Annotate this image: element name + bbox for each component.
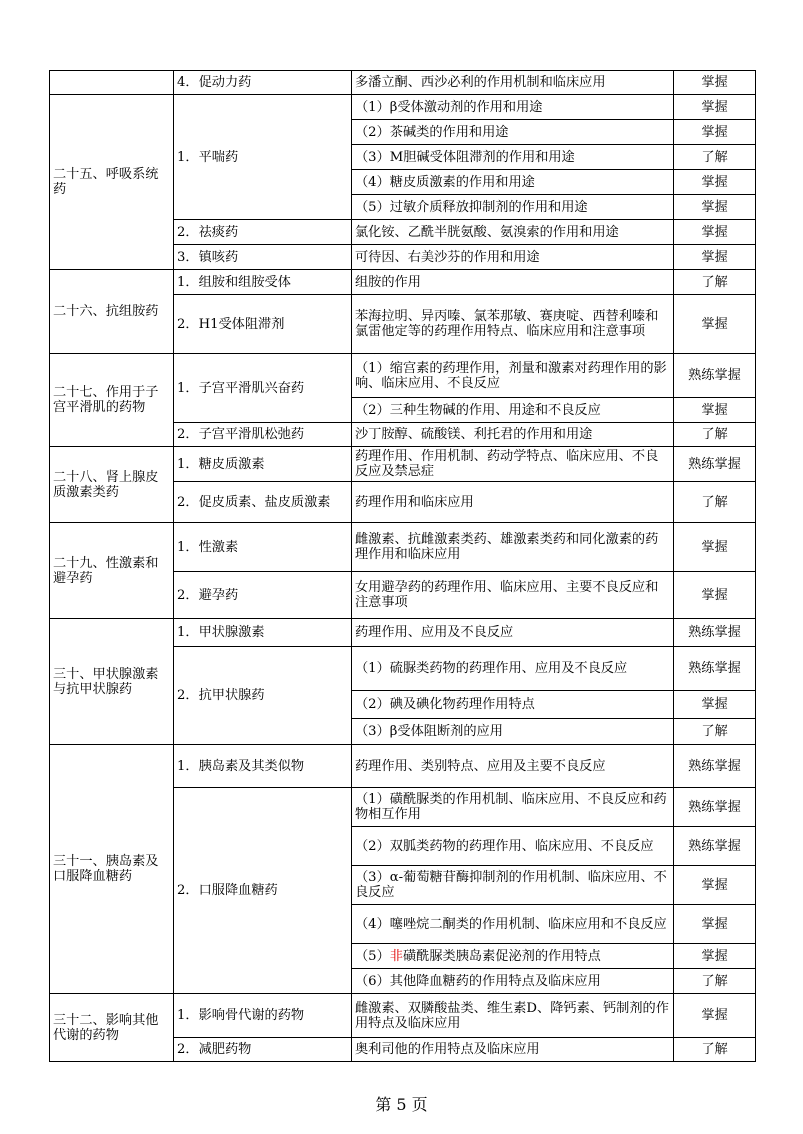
content-cell: 可待因、右美沙芬的作用和用途: [352, 245, 674, 270]
content-cell: （2）三种生物碱的作用、用途和不良反应: [352, 398, 674, 423]
level-cell: 掌握: [674, 195, 756, 220]
topic-cell: 2．H1受体阻滞剂: [174, 295, 352, 354]
content-cell: （2）茶碱类的作用和用途: [352, 120, 674, 145]
level-cell: 掌握: [674, 120, 756, 145]
topic-cell: 2．减肥药物: [174, 1038, 352, 1062]
topic-cell: 1．影响骨代谢的药物: [174, 994, 352, 1038]
unit-cell: 三十、甲状腺激素与抗甲状腺药: [50, 619, 174, 745]
level-cell: 了解: [674, 482, 756, 523]
table-row: [50, 619, 756, 647]
level-cell: 熟练掌握: [674, 788, 756, 827]
topic-cell: 1．组胺和组胺受体: [174, 270, 352, 295]
topic-cell: 3．镇咳药: [174, 245, 352, 270]
level-cell: 掌握: [674, 905, 756, 944]
unit-cell: 二十五、呼吸系统药: [50, 95, 174, 270]
level-cell: 了解: [674, 1038, 756, 1062]
topic-cell: 2．促皮质素、盐皮质激素: [174, 482, 352, 523]
page-number: 第 5 页: [375, 1095, 428, 1114]
content-cell: （2）碘及碘化物药理作用特点: [352, 691, 674, 719]
content-cell: 雌激素、抗雌激素类药、雄激素类药和同化激素的药理作用和临床应用: [352, 523, 674, 572]
content-cell: 药理作用、作用机制、药动学特点、临床应用、不良反应及禁忌症: [352, 447, 674, 482]
level-cell: 掌握: [674, 866, 756, 905]
level-cell: 了解: [674, 969, 756, 994]
table-row: [50, 523, 756, 572]
topic-cell: 2．子宫平滑肌松弛药: [174, 423, 352, 447]
level-cell: 掌握: [674, 245, 756, 270]
topic-cell: 1．子宫平滑肌兴奋药: [174, 354, 352, 423]
level-cell: 掌握: [674, 95, 756, 120]
level-cell: 掌握: [674, 220, 756, 245]
content-cell: 药理作用、应用及不良反应: [352, 619, 674, 647]
level-cell: 了解: [674, 270, 756, 295]
level-cell: 掌握: [674, 295, 756, 354]
content-cell: （3）β受体阻断剂的应用: [352, 719, 674, 745]
level-cell: 掌握: [674, 994, 756, 1038]
level-cell: 掌握: [674, 523, 756, 572]
level-cell: 掌握: [674, 944, 756, 969]
table-row: [50, 354, 756, 398]
content-cell: （4）噻唑烷二酮类的作用机制、临床应用和不良反应: [352, 905, 674, 944]
content-cell: （3）M胆碱受体阻滞剂的作用和用途: [352, 145, 674, 170]
topic-cell: 1．糖皮质激素: [174, 447, 352, 482]
level-cell: 掌握: [674, 572, 756, 619]
unit-cell: 三十一、胰岛素及口服降血糖药: [50, 745, 174, 994]
topic-cell: 1．性激素: [174, 523, 352, 572]
syllabus-table: [49, 70, 756, 1062]
level-cell: 掌握: [674, 71, 756, 95]
level-cell: 熟练掌握: [674, 647, 756, 691]
content-cell: 苯海拉明、异丙嗪、氯苯那敏、赛庚啶、西替利嗪和氯雷他定等的药理作用特点、临床应用和注意事项: [352, 295, 674, 354]
level-cell: 熟练掌握: [674, 827, 756, 866]
level-cell: 了解: [674, 145, 756, 170]
level-cell: 了解: [674, 423, 756, 447]
topic-cell: 1．胰岛素及其类似物: [174, 745, 352, 788]
unit-cell: 二十八、肾上腺皮质激素类药: [50, 447, 174, 523]
content-cell: 组胺的作用: [352, 270, 674, 295]
content-cell: 沙丁胺醇、硫酸镁、利托君的作用和用途: [352, 423, 674, 447]
table-row: [50, 447, 756, 482]
content-cell: 药理作用、类别特点、应用及主要不良反应: [352, 745, 674, 788]
content-cell: 女用避孕药的药理作用、临床应用、主要不良反应和注意事项: [352, 572, 674, 619]
level-cell: 掌握: [674, 691, 756, 719]
content-cell: 氯化铵、乙酰半胱氨酸、氨溴索的作用和用途: [352, 220, 674, 245]
content-cell: （3）α-葡萄糖苷酶抑制剂的作用机制、临床应用、不良反应: [352, 866, 674, 905]
table-row: [50, 994, 756, 1038]
content-cell: （1）β受体激动剂的作用和用途: [352, 95, 674, 120]
level-cell: 熟练掌握: [674, 619, 756, 647]
table-row: [50, 95, 756, 120]
topic-cell: 4．促动力药: [174, 71, 352, 95]
content-cell: （5）非磺酰脲类胰岛素促泌剂的作用特点: [352, 944, 674, 969]
unit-cell: [50, 71, 174, 95]
topic-cell: 2．祛痰药: [174, 220, 352, 245]
topic-cell: 2．口服降血糖药: [174, 788, 352, 994]
unit-cell: 二十六、抗组胺药: [50, 270, 174, 354]
content-cell: 药理作用和临床应用: [352, 482, 674, 523]
table-row: [50, 745, 756, 788]
topic-cell: 2．抗甲状腺药: [174, 647, 352, 745]
content-cell: （6）其他降血糖药的作用特点及临床应用: [352, 969, 674, 994]
content-cell: 奥利司他的作用特点及临床应用: [352, 1038, 674, 1062]
content-cell: （1）缩宫素的药理作用，剂量和激素对药理作用的影响、临床应用、不良反应: [352, 354, 674, 398]
table-row: [50, 71, 756, 95]
content-cell: （1）硫脲类药物的药理作用、应用及不良反应: [352, 647, 674, 691]
level-cell: 熟练掌握: [674, 354, 756, 398]
level-cell: 熟练掌握: [674, 745, 756, 788]
unit-cell: 二十七、作用于子宫平滑肌的药物: [50, 354, 174, 447]
unit-cell: 二十九、性激素和避孕药: [50, 523, 174, 619]
content-cell: （4）糖皮质激素的作用和用途: [352, 170, 674, 195]
content-cell: （5）过敏介质释放抑制剂的作用和用途: [352, 195, 674, 220]
table-row: [50, 270, 756, 295]
topic-cell: 1．平喘药: [174, 95, 352, 220]
level-cell: 了解: [674, 719, 756, 745]
content-cell: 雌激素、双膦酸盐类、维生素D、降钙素、钙制剂的作用特点及临床应用: [352, 994, 674, 1038]
unit-cell: 三十二、影响其他代谢的药物: [50, 994, 174, 1062]
content-cell: （1）磺酰脲类的作用机制、临床应用、不良反应和药物相互作用: [352, 788, 674, 827]
level-cell: 掌握: [674, 398, 756, 423]
topic-cell: 1．甲状腺激素: [174, 619, 352, 647]
level-cell: 熟练掌握: [674, 447, 756, 482]
highlighted-text: 非: [389, 948, 403, 964]
content-cell: 多潘立酮、西沙必利的作用机制和临床应用: [352, 71, 674, 95]
topic-cell: 2．避孕药: [174, 572, 352, 619]
content-cell: （2）双胍类药物的药理作用、临床应用、不良反应: [352, 827, 674, 866]
level-cell: 掌握: [674, 170, 756, 195]
